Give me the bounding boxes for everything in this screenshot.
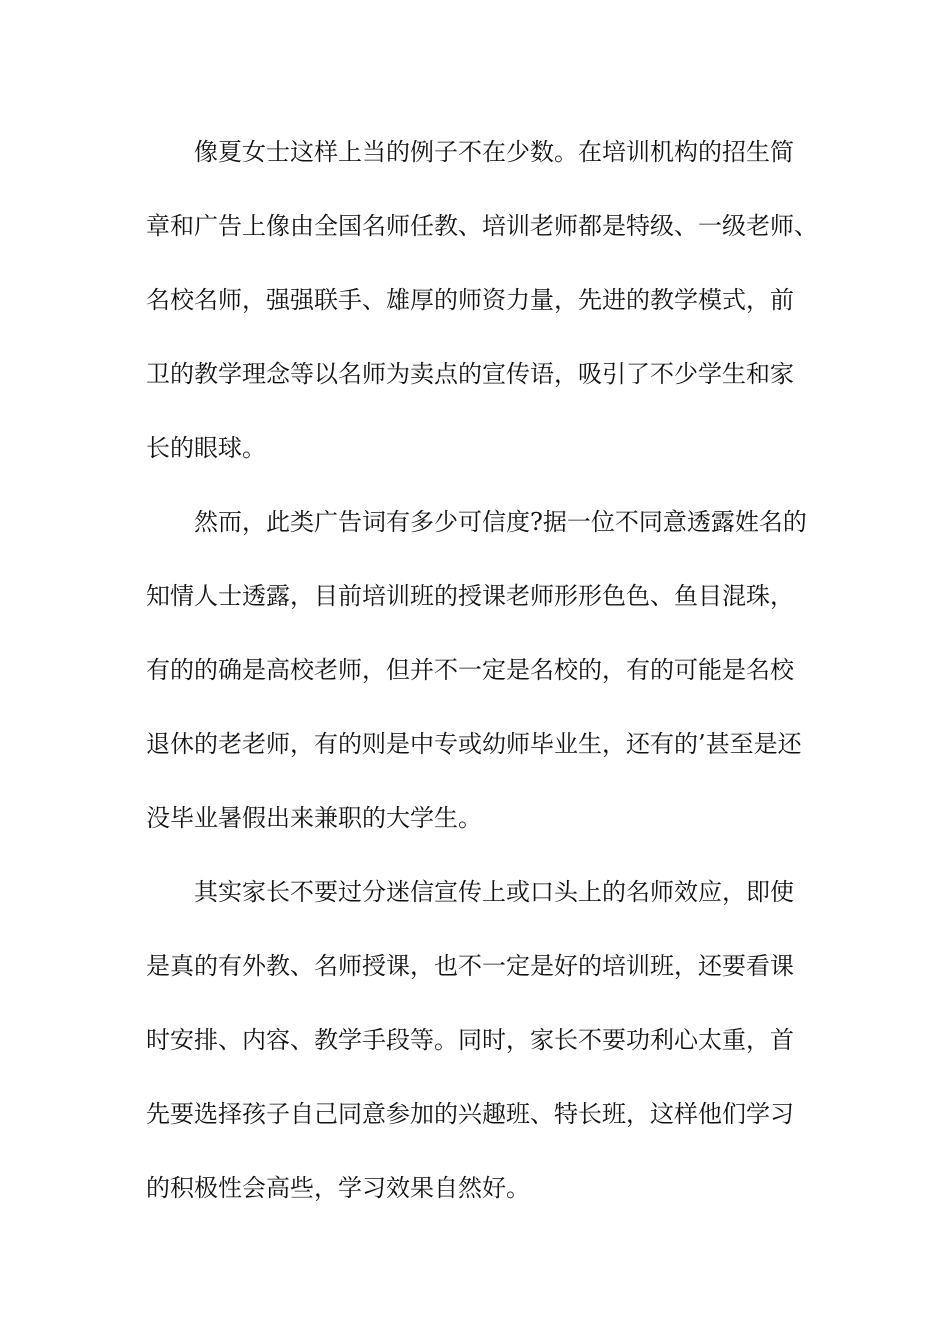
paragraph-2-line-5: 没毕业暑假出来兼职的大学生。 xyxy=(146,804,482,832)
paragraph-2-line-1: 然而，此类广告词有多少可信度?据一位不同意透露姓名的 xyxy=(194,508,807,536)
paragraph-1-line-2: 章和广告上像由全国名师任教、培训老师都是特级、一级老师、 xyxy=(146,212,818,240)
paragraph-2-line-3: 有的的确是高校老师，但并不一定是名校的，有的可能是名校 xyxy=(146,656,794,684)
paragraph-1-line-3: 名校名师，强强联手、雄厚的师资力量，先进的教学模式，前 xyxy=(146,286,794,314)
paragraph-2-line-2: 知情人士透露，目前培训班的授课老师形形色色、鱼目混珠， xyxy=(146,582,794,610)
paragraph-2-line-4: 退休的老老师，有的则是中专或幼师毕业生，还有的’甚至是还 xyxy=(146,730,802,758)
paragraph-3-line-3: 时安排、内容、教学手段等。同时，家长不要功利心太重，首 xyxy=(146,1026,794,1054)
body-text xyxy=(146,128,816,1238)
paragraph-3-line-1: 其实家长不要过分迷信宣传上或口头上的名师效应，即使 xyxy=(194,878,794,906)
paragraph-3-line-2: 是真的有外教、名师授课，也不一定是好的培训班，还要看课 xyxy=(146,952,794,980)
paragraph-3-line-5: 的积极性会高些，学习效果自然好。 xyxy=(146,1174,530,1202)
paragraph-3-line-4: 先要选择孩子自己同意参加的兴趣班、特长班，这样他们学习 xyxy=(146,1100,794,1128)
paragraph-1-line-1: 像夏女士这样上当的例子不在少数。在培训机构的招生简 xyxy=(194,138,794,166)
paragraph-1-line-5: 长的眼球。 xyxy=(146,434,266,462)
paragraph-1-line-4: 卫的教学理念等以名师为卖点的宣传语，吸引了不少学生和家 xyxy=(146,360,794,388)
